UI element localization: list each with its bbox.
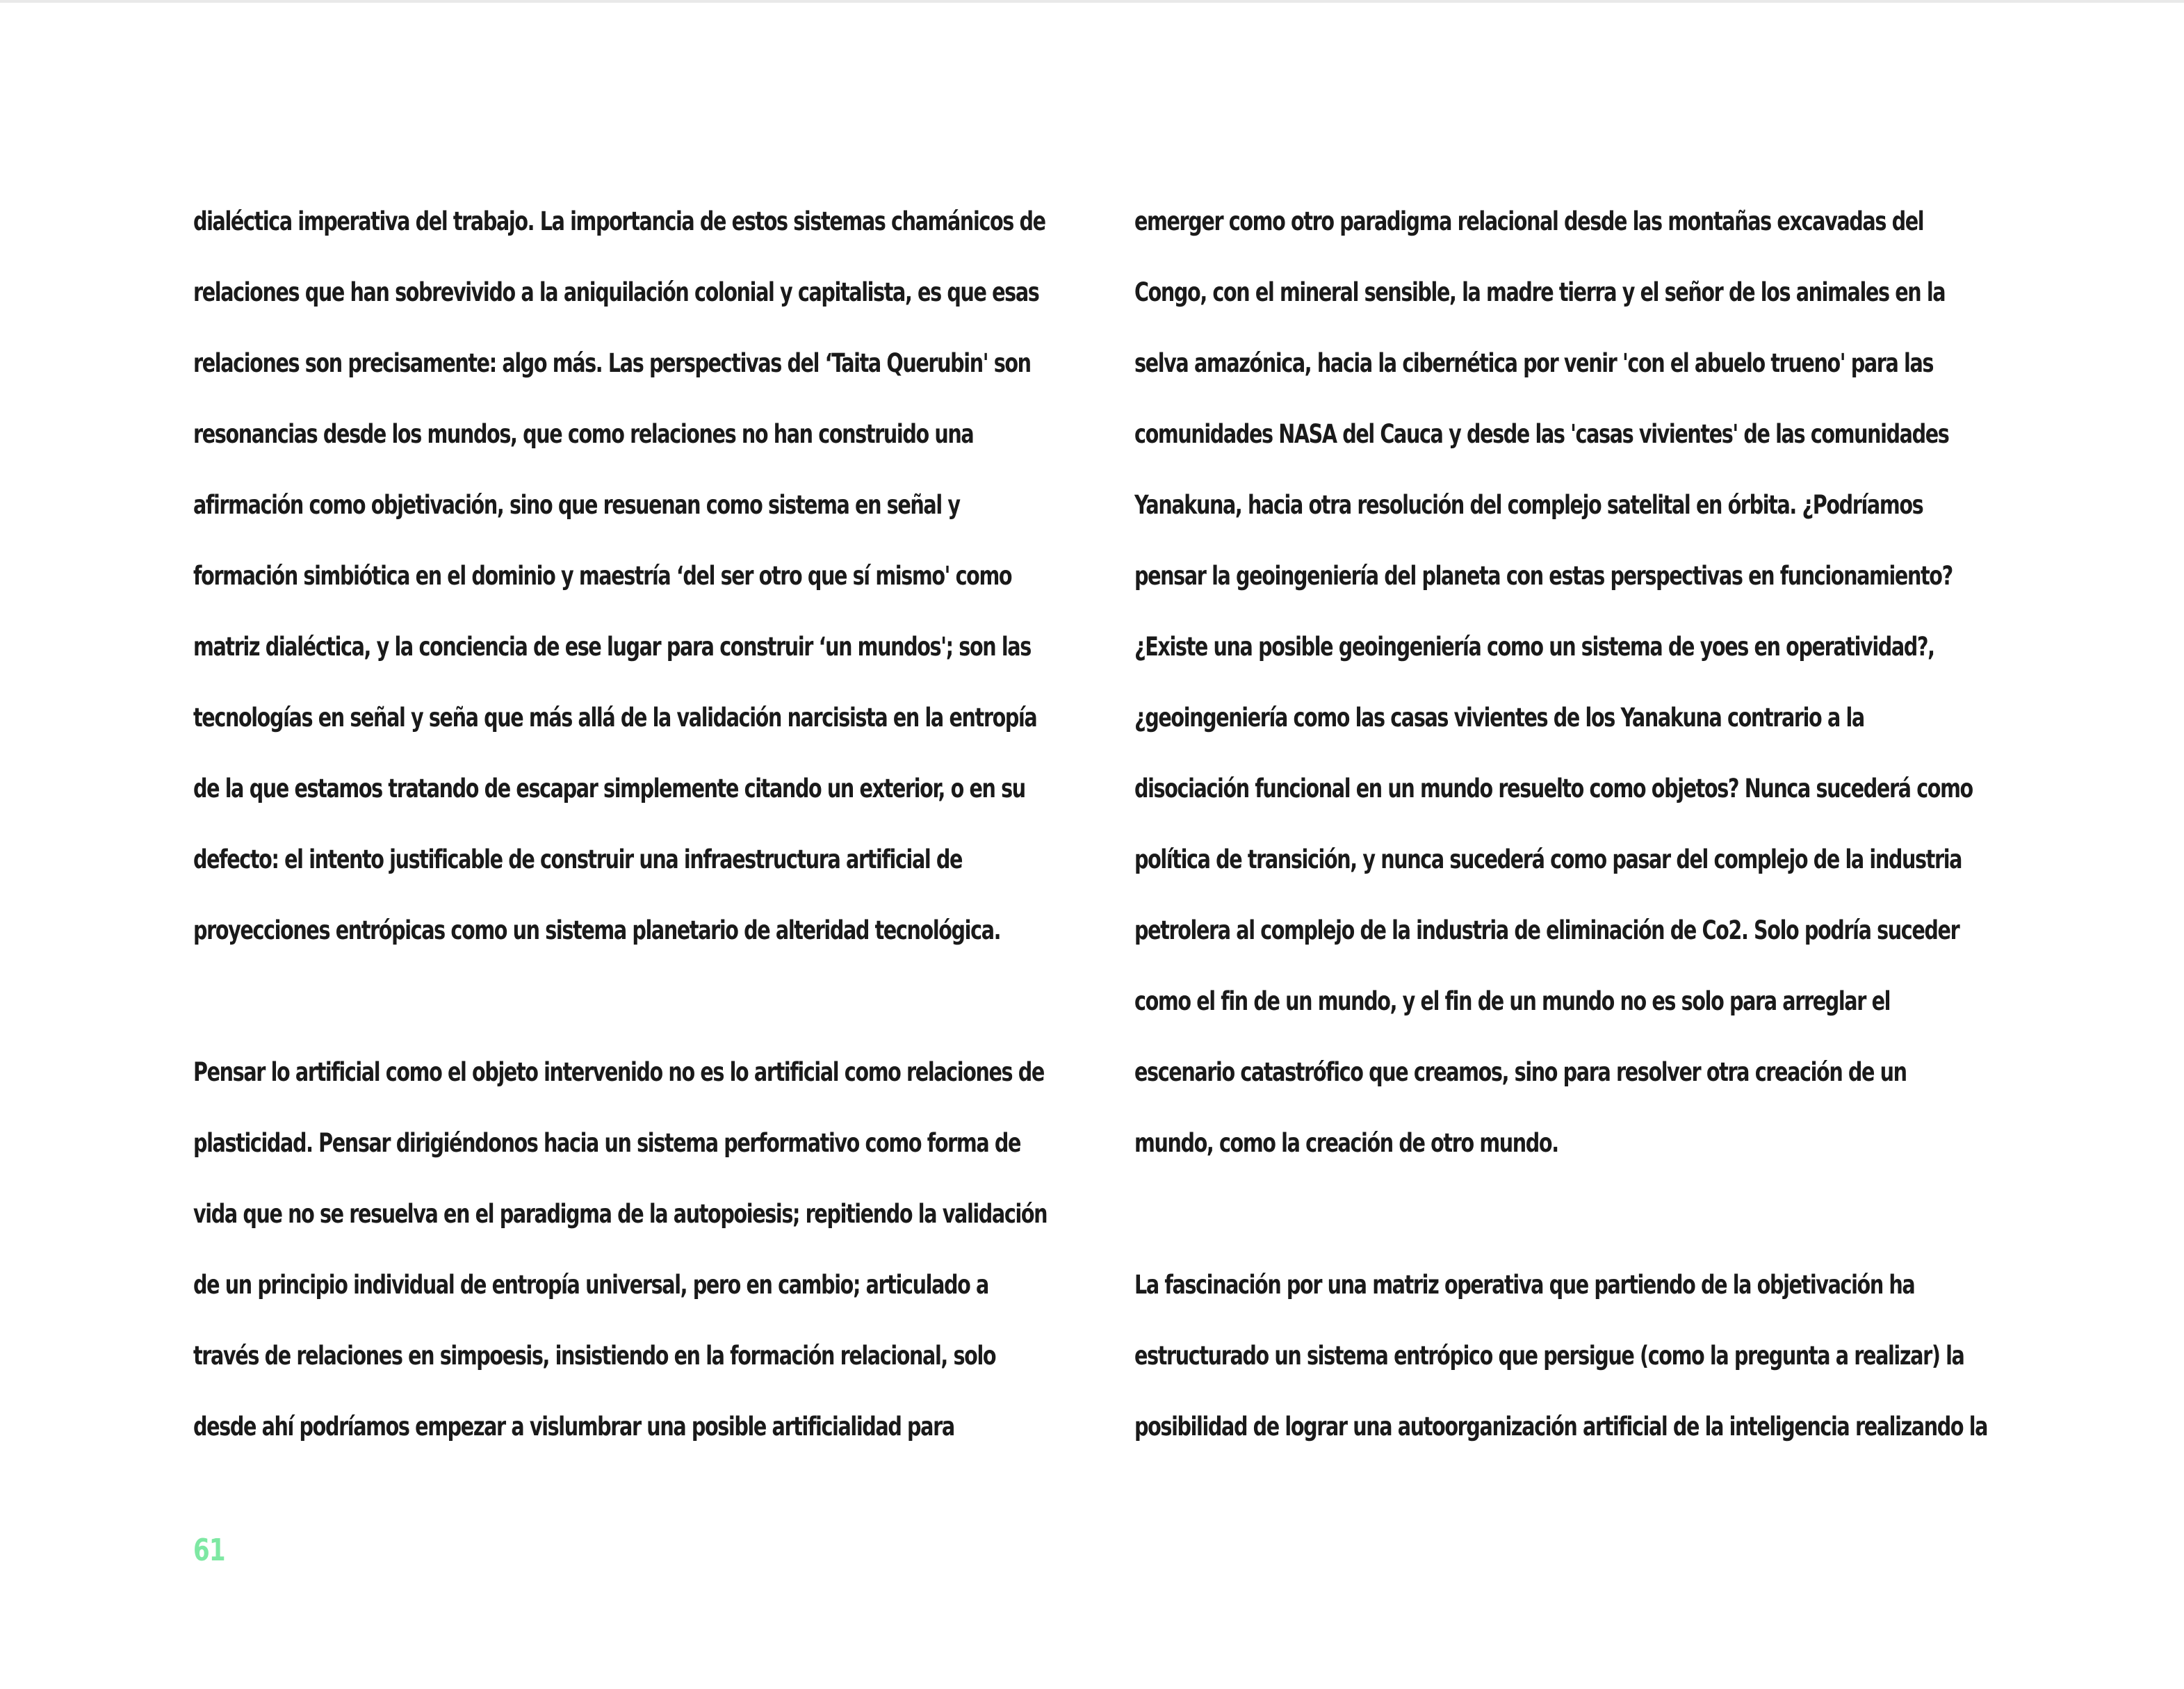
text-line: pensar la geoingeniería del planeta con estas perspectivas en funcionamiento? <box>1134 561 1953 591</box>
text-line: relaciones son precisamente: algo más. Las perspectivas del ‘Taita Querubin' son <box>193 348 1031 378</box>
text-line: escenario catastrófico que creamos, sino para resolver otra creación de un <box>1134 1057 1907 1087</box>
text-line: resonancias desde los mundos, que como relaciones no han construido una <box>193 419 974 449</box>
paragraph-gap <box>1134 1179 1893 1250</box>
text-line: posibilidad de lograr una autoorganización artificial de la inteligencia realizando la <box>1134 1412 1988 1442</box>
text-line: emerger como otro paradigma relacional desde las montañas excavadas del <box>1134 206 1924 236</box>
text-line: matriz dialéctica, y la conciencia de ese lugar para construir ‘un mundos'; son las <box>193 632 1031 662</box>
text-line: política de transición, y nunca sucederá como pasar del complejo de la industria <box>1134 844 1962 874</box>
text-line: Pensar lo artificial como el objeto intervenido no es lo artificial como relaciones de <box>193 1057 1044 1087</box>
text-line: defecto: el intento justificable de construir una infraestructura artificial de <box>193 844 963 874</box>
text-line: La fascinación por una matriz operativa que partiendo de la objetivación ha <box>1134 1270 1915 1300</box>
text-line: mundo, como la creación de otro mundo. <box>1134 1128 1558 1158</box>
page-number: 61 <box>193 1533 225 1568</box>
text-line: través de relaciones en simpoesis, insistiendo en la formación relacional, solo <box>193 1341 996 1371</box>
text-line: como el fin de un mundo, y el fin de un mundo no es solo para arreglar el <box>1134 986 1891 1016</box>
left-text-column <box>193 186 1076 1451</box>
right-text-column <box>1134 186 2017 1451</box>
text-line: estructurado un sistema entrópico que persigue (como la pregunta a realizar) la <box>1134 1341 1964 1371</box>
text-line: proyecciones entrópicas como un sistema planetario de alteridad tecnológica. <box>193 915 1001 945</box>
text-line: vida que no se resuelva en el paradigma de la autopoiesis; repitiendo la validación <box>193 1199 1048 1229</box>
text-line: desde ahí podríamos empezar a vislumbrar una posible artificialidad para <box>193 1412 954 1442</box>
text-line: Congo, con el mineral sensible, la madre tierra y el señor de los animales en la <box>1134 277 1946 307</box>
text-line: relaciones que han sobrevivido a la aniquilación colonial y capitalista, es que esas <box>193 277 1039 307</box>
text-line: tecnologías en señal y seña que más allá de la validación narcisista en la entropía <box>193 703 1037 733</box>
text-line: formación simbiótica en el dominio y maestría ‘del ser otro que sí mismo' como <box>193 561 1012 591</box>
text-line: petrolera al complejo de la industria de eliminación de Co2. Solo podría suceder <box>1134 915 1959 945</box>
text-line: Yanakuna, hacia otra resolución del complejo satelital en órbita. ¿Podríamos <box>1134 490 1923 520</box>
text-line: ¿geoingeniería como las casas vivientes de los Yanakuna contrario a la <box>1134 703 1864 733</box>
text-line: de un principio individual de entropía universal, pero en cambio; articulado a <box>193 1270 988 1300</box>
text-line: selva amazónica, hacia la cibernética por venir 'con el abuelo trueno' para las <box>1134 348 1934 378</box>
text-line: afirmación como objetivación, sino que resuenan como sistema en señal y <box>193 490 960 520</box>
text-line: comunidades NASA del Cauca y desde las 'casas vivientes' de las comunidades <box>1134 419 1949 449</box>
text-line: dialéctica imperativa del trabajo. La importancia de estos sistemas chamánicos de <box>193 206 1045 236</box>
text-line: plasticidad. Pensar dirigiéndonos hacia un sistema performativo como forma de <box>193 1128 1021 1158</box>
text-line: ¿Existe una posible geoingeniería como un sistema de yoes en operatividad?, <box>1134 632 1934 662</box>
top-divider <box>0 0 2184 3</box>
text-line: de la que estamos tratando de escapar simplemente citando un exterior, o en su <box>193 774 1025 803</box>
text-line: disociación funcional en un mundo resuelto como objetos? Nunca sucederá como <box>1134 774 1973 803</box>
paragraph-gap <box>193 966 952 1037</box>
